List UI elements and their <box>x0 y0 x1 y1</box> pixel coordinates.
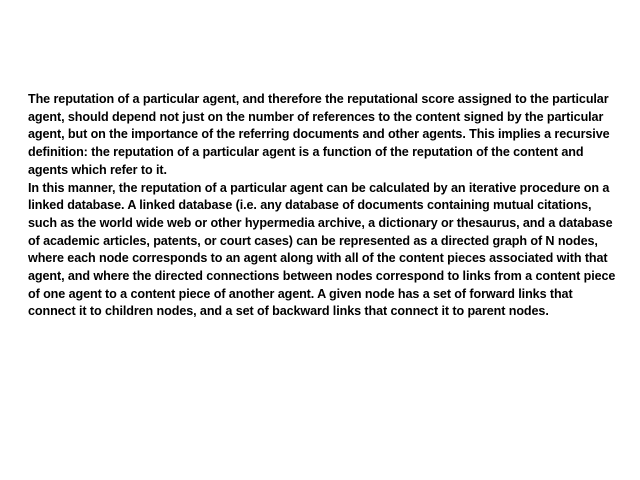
paragraph-linked-database: In this manner, the reputation of a particular agent can be calculated by an iterative procedure on a linked database. A linked database (i.e. any database of documents containing mutual citations, such as the world wide web or other hypermedia archive, a dictionary or thesaurus, and a database of academic articles, patents, or court cases) can be represented as a directed graph of N nodes, where each node corresponds to an agent along with all of the content pieces associated with that agent, and where the directed connections between nodes correspond to links from a content piece of one agent to a content piece of another agent. A given node has a set of forward links that connect it to children nodes, and a set of backward links that connect it to parent nodes. <box>28 180 616 319</box>
body-text <box>28 91 620 321</box>
paragraph-reputation-definition: The reputation of a particular agent, and therefore the reputational score assigned to the particular agent, should depend not just on the number of references to the content signed by the particular agent, but on the importance of the referring documents and other agents. This implies a recursive definition: the reputation of a particular agent is a function of the reputation of the content and agents which refer to it. <box>28 92 610 177</box>
